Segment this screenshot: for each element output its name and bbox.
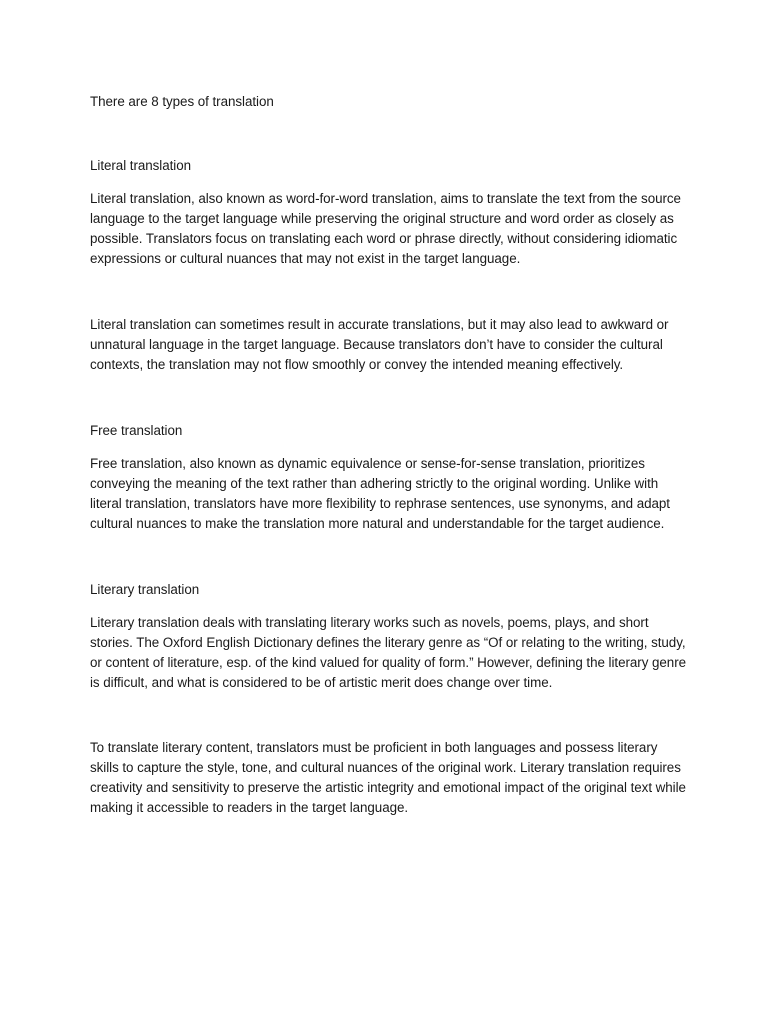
paragraph-literary-1: Literary translation deals with translating literary works such as novels, poems, plays, and short stories. The Oxford English Dictionary defines the literary genre as “Of or relating to the writing, study, or content of literature, esp. of the kind valued for quality of form.” However, defining the literary genre is difficult, and what is considered to be of artistic merit does change over time.	[90, 615, 687, 690]
paragraph-literal-2: Literal translation can sometimes result in accurate translations, but it may also lead to awkward or unnatural language in the target language. Because translators don’t have to consider the cultural contexts, the translation may not flow smoothly or convey the intended meaning effectively.	[90, 317, 669, 372]
section-heading-free: Free translation	[90, 423, 183, 438]
paragraph-literal-1: Literal translation, also known as word-for-word translation, aims to translate the text from the source language to the target language while preserving the original structure and word order as closely as possible. Translators focus on translating each word or phrase directly, without considering idiomatic expressions or cultural nuances that may not exist in the target language.	[90, 191, 681, 266]
intro-text: There are 8 types of translation	[90, 94, 274, 109]
document-body	[90, 92, 686, 864]
section-heading-literary: Literary translation	[90, 582, 200, 597]
paragraph-free-1: Free translation, also known as dynamic equivalence or sense-for-sense translation, prioritizes conveying the meaning of the text rather than adhering strictly to the original wording. Unlike with literal translation, translators have more flexibility to rephrase sentences, use synonyms, and adapt cultural nuances to make the translation more natural and understandable for the target audience.	[90, 456, 670, 531]
paragraph-literary-2: To translate literary content, translators must be proficient in both languages and possess literary skills to capture the style, tone, and cultural nuances of the original work. Literary translation requires creativity and sensitivity to preserve the artistic integrity and emotional impact of the original text while making it accessible to readers in the target language.	[90, 740, 686, 815]
section-heading-literal: Literal translation	[90, 158, 192, 173]
